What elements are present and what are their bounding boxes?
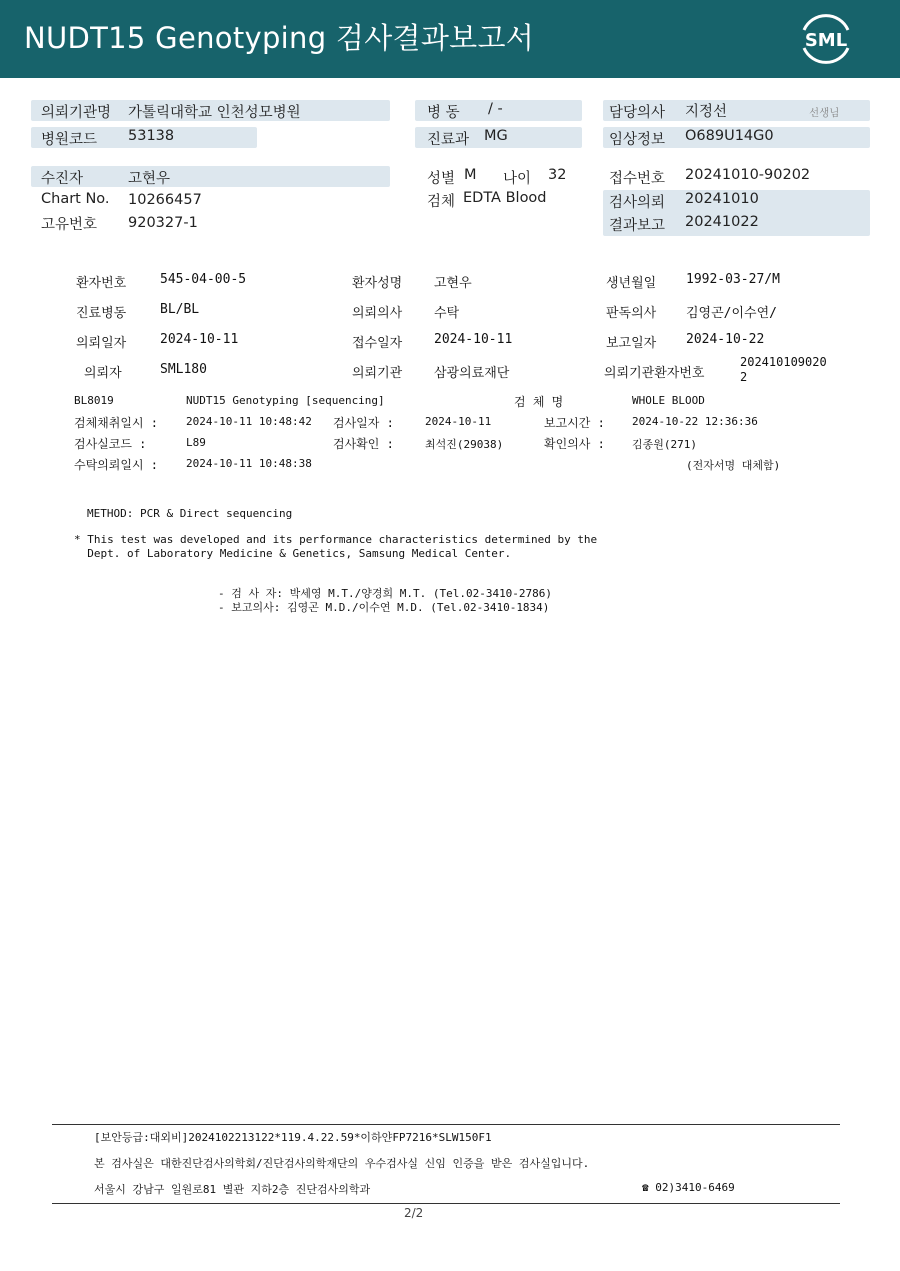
specimen-label: 검체	[427, 194, 456, 210]
sex-value: M	[464, 167, 477, 183]
test-name: NUDT15 Genotyping [sequencing]	[186, 394, 385, 407]
specimen-name-label: 검 체 명	[514, 395, 564, 409]
security-line: [보안등급:대외비]2024102213122*119.4.22.59*이하얀FP7216*SLW150F1	[94, 1131, 492, 1144]
order-date-value: 2024-10-11	[160, 332, 239, 347]
report-title: NUDT15 Genotyping 검사결과보고서	[24, 21, 535, 55]
patient-name-value: 고현우	[434, 276, 472, 291]
patient-no-label: 환자번호	[76, 276, 127, 291]
clinical-info-value: O689U14G0	[685, 128, 774, 144]
chart-no-label: Chart No.	[41, 191, 110, 207]
address-line: 서울시 강남구 일원로81 별관 지하2층 진단검사의학과	[94, 1183, 371, 1196]
inst-patient-no-value: 202410109020	[740, 355, 827, 369]
specimen-name-value: WHOLE BLOOD	[632, 394, 705, 407]
patient-no-value: 545-04-00-5	[160, 272, 247, 287]
tester-line: - 검 사 자: 박세영 M.T./양경희 M.T. (Tel.02-3410-2786)	[218, 587, 553, 600]
age-value: 32	[548, 167, 567, 183]
specimen-value: EDTA Blood	[463, 190, 547, 206]
requesting-inst-value: 삼광의료재단	[434, 366, 510, 381]
clinical-info-label: 임상정보	[609, 132, 666, 148]
footer-top-rule	[52, 1124, 840, 1125]
unique-no-label: 고유번호	[41, 217, 98, 233]
sml-logo	[796, 12, 856, 66]
request-date-value: 20241010	[685, 191, 759, 207]
age-label: 나이	[503, 171, 532, 187]
sex-label: 성별	[427, 171, 456, 187]
unique-no-value: 920327-1	[128, 215, 198, 231]
report-time-label: 보고시간 :	[544, 416, 605, 430]
certification-line: 본 검사실은 대한진단검사의학회/진단검사의학재단의 우수검사실 신임 인증을 받은 검사실입니다.	[94, 1157, 590, 1170]
consign-value: 2024-10-11 10:48:38	[186, 457, 312, 470]
reading-doctor-label: 판독의사	[606, 306, 657, 321]
receipt-no-label: 접수번호	[609, 171, 666, 187]
hospital-code-value: 53138	[128, 128, 175, 144]
reporter-line: - 보고의사: 김영곤 M.D./이수연 M.D. (Tel.02-3410-1834)	[218, 601, 550, 614]
patient-name-label: 환자성명	[352, 276, 403, 291]
collect-value: 2024-10-11 10:48:42	[186, 415, 312, 428]
consign-label: 수탁의뢰일시 :	[74, 458, 159, 472]
inst-patient-no-value-cont: 2	[740, 370, 748, 384]
ward-code-value: BL/BL	[160, 302, 200, 317]
hospital-code-label: 병원코드	[41, 132, 98, 148]
esign-note: (전자서명 대체함)	[686, 459, 781, 472]
requesting-doctor-value: 수탁	[434, 306, 460, 321]
patient-value: 고현우	[128, 171, 171, 187]
ward-code-label: 진료병동	[76, 306, 127, 321]
report-date-label: 결과보고	[609, 218, 666, 234]
report-day-value: 2024-10-22	[686, 332, 765, 347]
doctor-value: 지정선	[685, 104, 728, 120]
patient-box	[31, 166, 390, 187]
phone-line: ☎ 02)3410-6469	[642, 1181, 735, 1194]
department-value: MG	[484, 128, 508, 144]
receipt-no-value: 20241010-90202	[685, 167, 811, 183]
ward-value: / -	[488, 101, 503, 117]
test-date-value: 2024-10-11	[425, 415, 492, 428]
chart-no-value: 10266457	[128, 192, 202, 208]
requester-value: SML180	[160, 362, 207, 377]
report-header	[0, 0, 900, 78]
verify-label: 검사확인 :	[333, 437, 394, 451]
verify-value: 최석진(29038)	[425, 438, 504, 451]
note-line-2: Dept. of Laboratory Medicine & Genetics, Samsung Medical Center.	[74, 547, 512, 560]
report-date-value: 20241022	[685, 214, 759, 230]
institution-label: 의뢰기관명	[41, 105, 112, 121]
method-line: METHOD: PCR & Direct sequencing	[87, 507, 293, 520]
confirm-label: 확인의사 :	[544, 437, 605, 451]
report-time-value: 2024-10-22 12:36:36	[632, 415, 758, 428]
reading-doctor-value: 김영곤/이수연/	[686, 306, 778, 321]
test-code: BL8019	[74, 394, 114, 407]
report-day-label: 보고일자	[606, 336, 657, 351]
note-line-1: * This test was developed and its performance characteristics determined by the	[74, 533, 598, 546]
test-date-label: 검사일자 :	[333, 416, 394, 430]
inst-patient-no-label: 의뢰기관환자번호	[604, 366, 705, 381]
svg-text:SML: SML	[804, 30, 848, 51]
ward-label: 병 동	[427, 105, 460, 121]
collect-label: 검체채취일시 :	[74, 416, 159, 430]
requesting-inst-label: 의뢰기관	[352, 366, 403, 381]
request-date-label: 검사의뢰	[609, 195, 666, 211]
receipt-date-label: 접수일자	[352, 336, 403, 351]
institution-value: 가톨릭대학교 인천성모병원	[128, 105, 301, 121]
lab-code-value: L89	[186, 436, 206, 449]
requester-label: 의뢰자	[84, 366, 122, 381]
birth-value: 1992-03-27/M	[686, 272, 780, 287]
lab-code-label: 검사실코드 :	[74, 437, 147, 451]
footer-bottom-rule	[52, 1203, 840, 1204]
page-number: 2/2	[404, 1206, 424, 1220]
patient-label: 수진자	[41, 171, 84, 187]
receipt-date-value: 2024-10-11	[434, 332, 513, 347]
department-label: 진료과	[427, 132, 470, 148]
requesting-doctor-label: 의뢰의사	[352, 306, 403, 321]
order-date-label: 의뢰일자	[76, 336, 127, 351]
birth-label: 생년월일	[606, 276, 657, 291]
doctor-suffix: 선생님	[809, 107, 840, 119]
doctor-label: 담당의사	[609, 105, 666, 121]
confirm-value: 김종원(271)	[632, 438, 697, 451]
